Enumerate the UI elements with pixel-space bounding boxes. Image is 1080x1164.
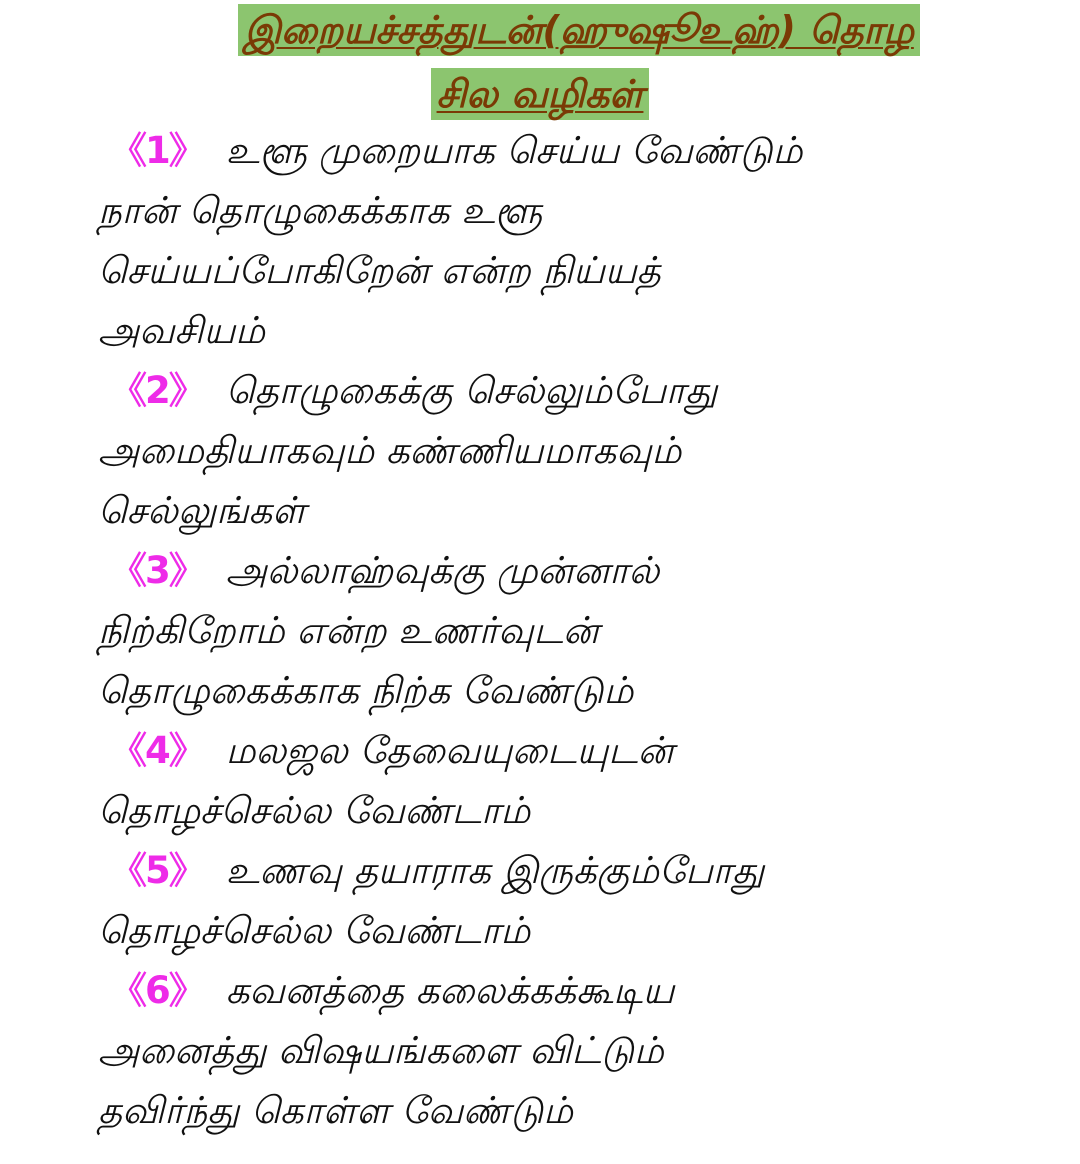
- list-item-1-line-1: 《1》 உளூ முறையாக செய்ய வேண்டும்: [98, 121, 1058, 181]
- list-item-2-line-2: அமைதியாகவும் கண்ணியமாகவும்: [98, 429, 682, 472]
- list-item-1-line-3: செய்யப்போகிறேன் என்ற நிய்யத்: [98, 249, 661, 292]
- list-item-6-line-1: 《6》 கவனத்தை கலைக்கக்கூடிய: [98, 961, 1058, 1021]
- list-item-3-line-1: 《3》 அல்லாஹ்வுக்கு முன்னால்: [98, 541, 1058, 601]
- item-number-5: 《5》: [110, 849, 204, 892]
- list-item-2-line-1: 《2》 தொழுகைக்கு செல்லும்போது: [98, 361, 1058, 421]
- list-item-4-line-2: தொழச்செல்ல வேண்டாம்: [98, 789, 531, 832]
- title-line-1: இறையச்சத்துடன்(ஹுஷூஉஹ்) தொழ: [238, 4, 920, 56]
- tips-list: [98, 121, 1058, 1141]
- item-number-6: 《6》: [110, 969, 204, 1012]
- item-number-2: 《2》: [110, 369, 204, 412]
- list-item-6-line-3: தவிர்ந்து கொள்ள வேண்டும்: [98, 1089, 574, 1132]
- list-item-5-line-1: 《5》 உணவு தயாராக இருக்கும்போது: [98, 841, 1058, 901]
- item-number-4: 《4》: [110, 729, 204, 772]
- list-item-1-line-4: அவசியம்: [98, 309, 266, 352]
- list-item-1-line-2: நான் தொழுகைக்காக உளூ: [98, 189, 543, 232]
- list-item-2-line-3: செல்லுங்கள்: [98, 489, 306, 532]
- list-item-3-line-2: நிற்கிறோம் என்ற உணர்வுடன்: [98, 609, 599, 652]
- title-line-2: சில வழிகள்: [431, 68, 650, 120]
- list-item-4-line-1: 《4》 மலஜல தேவையுடையுடன்: [98, 721, 1058, 781]
- list-item-6-line-2: அனைத்து விஷயங்களை விட்டும்: [98, 1029, 664, 1072]
- item-number-1: 《1》: [110, 129, 204, 172]
- title-block: [0, 4, 1080, 120]
- list-item-3-line-3: தொழுகைக்காக நிற்க வேண்டும்: [98, 669, 634, 712]
- list-item-5-line-2: தொழச்செல்ல வேண்டாம்: [98, 909, 531, 952]
- item-number-3: 《3》: [110, 549, 204, 592]
